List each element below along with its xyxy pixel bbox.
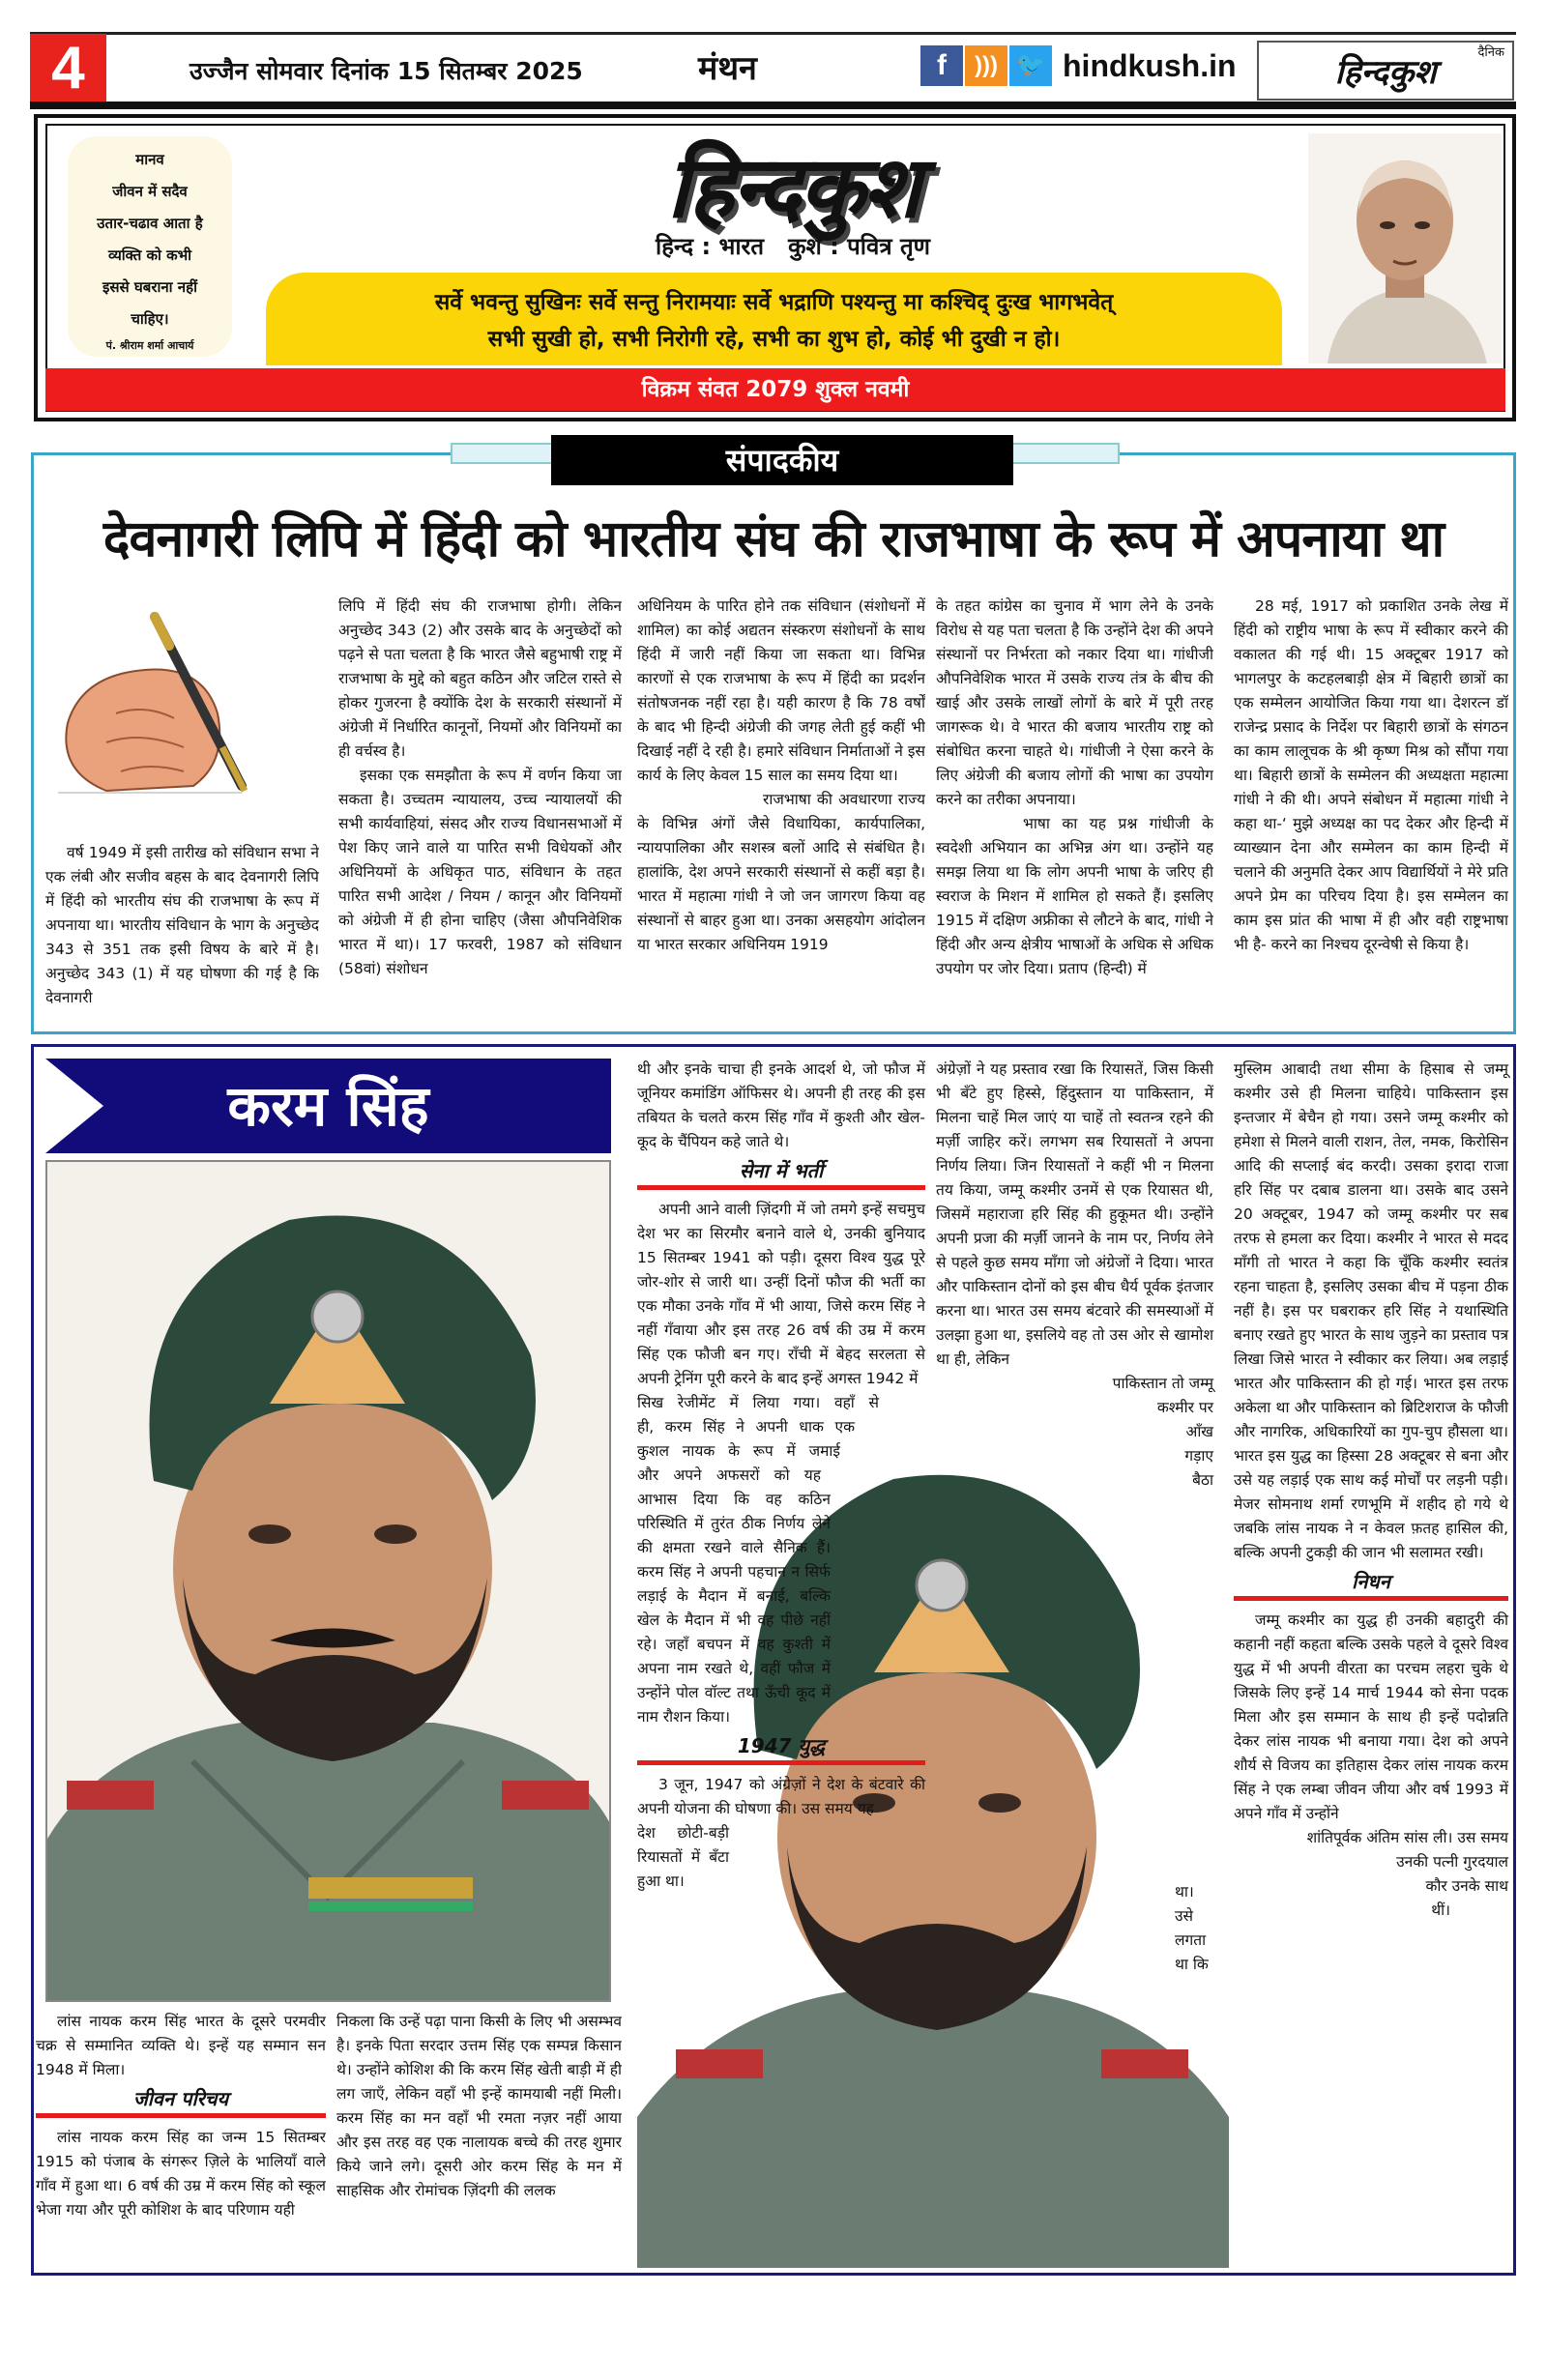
editorial-column-3 — [637, 595, 925, 1025]
dateline: उज्जैन सोमवार दिनांक 15 सितम्बर 2025 — [190, 57, 583, 85]
wrapped-line: कौर उनके साथ — [1425, 1877, 1508, 1895]
header-logo — [1257, 41, 1514, 101]
editorial-column-4 — [936, 595, 1213, 1025]
quote-line: इससे घबराना नहीं — [102, 278, 197, 296]
editorial-headline: देवनागरी लिपि में हिंदी को भारतीय संघ की राजभाषा के रूप में अपनाया था — [102, 510, 1445, 568]
website-link[interactable]: hindkush.in — [1063, 48, 1237, 83]
wrapped-line: और अपने अफसरों को यह — [637, 1466, 821, 1484]
paragraph: थी और इनके चाचा ही इनके आदर्श थे, जो फौज में जूनियर कमांडिंग ऑफिसर थे। अपनी ही तरह की इस तबियत के चलते करम सिंह गाँव में कुश्ती और खेल-कूद के चैंपियन कहे जाते थे। — [637, 1060, 925, 1150]
paragraph: वर्ष 1949 में इसी तारीख को संविधान सभा ने एक लंबी और सजीव बहस के बाद देवनागरी लिपि में हिंदी को भारतीय संघ की राजभाषा के रूप में अपनाया था। भारतीय संविधान के भाग के अनुच्छेद 343 से 351 तक इसी विषय के बारे में है। अनुच्छेद 343 (1) में यह घोषणा की गई है कि देवनागरी — [45, 844, 319, 1006]
feature-column-5 — [1234, 1058, 1508, 2266]
paragraph: अपनी आने वाली ज़िंदगी में जो तमगे इन्हें सचमुच देश भर का सिरमौर बनाने वाले थे, उनकी बुनियाद 15 सितम्बर 1941 को पड़ी। दूसरा विश्व युद्ध पूरे जोर-शोर से जारी था। उन्हीं दिनों फौज की भर्ती का एक मौका उनके गाँव में भी आया, जिसे करम सिंह ने नहीं गँवाया और इस तरह 26 वर्ष की उम्र में करम सिंह एक फौजी बन गए। राँची में बेहद सरलता से अपनी ट्रेनिंग पूरी करने के बाद इन्हें अगस्त 1942 में — [637, 1201, 925, 1387]
subheading-1947-war: 1947 युद्ध — [637, 1731, 925, 1765]
paragraph: आभास दिया कि वह कठिन परिस्थिति में तुरंत ठीक निर्णय लेने की क्षमता रखने वाले सैनिक हैं। करम सिंह ने अपनी पहचान न सिर्फ लड़ाई के मैदान में बनाई, बल्कि खेल के मैदान में भी वह पीछे नहीं रहे। जहाँ बचपन में वह कुश्ती में अपना नाम रखते थे, वहीं फौज में उन्होंने पोल वॉल्ट तथा ऊँची कूद में नाम रौशन किया। — [637, 1491, 831, 1726]
feature-column-4 — [936, 1058, 1213, 2266]
paragraph: राजभाषा की अवधारणा राज्य के विभिन्न अंगों जैसे विधायिका, कार्यपालिका, न्यायपालिका और सशस्त्र बलों आदि से संबंधित है। हालांकि, देश अपने सरकारी संस्थानों से कहीं बड़ा है। भारत में महात्मा गांधी ने जो जन जागरण किया वह संस्थानों से बाहर हुआ था। उनका असहयोग आंदोलन या भारत सरकार अधिनियम 1919 — [637, 791, 925, 953]
quote-author: पं. श्रीराम शर्मा आचार्य — [105, 339, 194, 352]
feature-title-banner — [45, 1059, 611, 1153]
editorial-column-5 — [1234, 595, 1508, 1025]
logo-daily-label: दैनिक — [1477, 45, 1504, 60]
wrapped-line: उनकी पत्नी गुरदयाल — [1396, 1853, 1508, 1871]
wrapped-line: ही, करम सिंह ने अपनी धाक एक — [637, 1418, 855, 1436]
paragraph: भाषा का यह प्रश्न गांधीजी के स्वदेशी अभियान का अभिन्न अंग था। उन्होंने यह समझ लिया था कि लोग अपनी भाषा के जरिए ही स्वराज के मिशन में शामिल हो सकते हैं। इसलिए 1915 में दक्षिण अफ्रीका से लौटने के बाद, गांधी ने हिंदी और अन्य क्षेत्रीय भाषाओं के अधिक से अधिक उपयोग पर जोर दिया। प्रताप (हिन्दी) में — [936, 815, 1213, 977]
mantra-box — [266, 273, 1282, 365]
paragraph: 28 मई, 1917 को प्रकाशित उनके लेख में हिंदी को राष्ट्रीय भाषा के रूप में स्वीकार करने की वकालत की गई थी। 15 अक्टूबर 1917 को भागलपुर के कटहलबाड़ी क्षेत्र में बिहारी छात्रों का एक सम्मेलन आयोजित किया गया था। देशरत्न डॉ राजेन्द्र प्रसाद के निर्देश पर बिहारी छात्रों के संगठन का काम लालूचक के श्री कृष्ण मिश्र को सौंपा गया था। बिहारी छात्रों के सम्मेलन की अध्यक्षता महात्मा गांधी ने की थी। अपने संबोधन में महात्मा गांधी ने कहा था-‘ मुझे अध्यक्ष का पद देकर और हिन्दी में व्याख्यान देना और सम्मेलन का काम हिन्दी में चलाने की अनुमति देकर आप विद्यार्थियों ने मेरे प्रति अपने प्रेम का परिचय दिया है। इस सम्मेलन का काम इस प्रांत की भाषा में ही और वही राष्ट्रभाषा भी है- करने का निश्चय दूरन्वेषी से किया है। — [1234, 597, 1508, 953]
wrapped-line: था कि — [1175, 1956, 1209, 1973]
label-decor-left — [451, 443, 553, 464]
hand-with-pen-illustration — [48, 607, 274, 797]
quote-line: चाहिए। — [131, 310, 169, 328]
editorial-column-1 — [45, 841, 319, 1025]
paragraph: के तहत कांग्रेस का चुनाव में भाग लेने के उनके विरोध से यह पता चलता है कि उन्होंने देश की अपने संस्थानों पर निर्भरता को नकार दिया था। गांधीजी औपनिवेशिक भारत में उसके राज्य तंत्र के बीच की खाई और उसके लाखों लोगों के बारे में पूरी तरह जागरूक थे। वे भारत की बजाय भारतीय राष्ट्र को संबोधित करना चाहते थे। गांधीजी ने ऐसा करने के लिए अंग्रेजी की बजाय लोगों की भाषा का उपयोग करने का तरीका अपनाया। — [936, 597, 1213, 808]
page-number: 4 — [30, 34, 106, 103]
wrapped-line: थीं। — [1431, 1901, 1450, 1919]
wrapped-line: गड़ाए — [1184, 1447, 1213, 1465]
editorial-column-2 — [338, 595, 622, 1025]
quote-line: उतार-चढाव आता है — [97, 215, 203, 232]
wrapped-line: शांतिपूर्वक अंतिम सांस ली। उस समय — [1306, 1829, 1508, 1846]
karam-singh-portrait — [45, 1160, 611, 2002]
subheading-death: निधन — [1234, 1567, 1508, 1601]
paragraph: देश छोटी-बड़ी रियासतों में बँटा हुआ था। — [637, 1824, 729, 1890]
paragraph: अंग्रेज़ों ने यह प्रस्ताव रखा कि रियासतें, जिस किसी भी बँटे हुए हिस्से, हिंदुस्तान या पाकिस्तान, में मिलना चाहें मिल जाएं या चाहें तो स्वतन्त्र रहने की मर्ज़ी जाहिर करें। लगभग सब रियासतों ने अपना निर्णय लिया। जिन रियासतों ने कहीं भी न मिलना तय किया, जम्मू कश्मीर उनमें से एक रियासत थी, जिसमें महाराजा हरि सिंह की हुकूमत थी। उन्होंने अपनी प्रजा की मर्ज़ी जानने के नाम पर, निर्णय लेने से पहले कुछ समय माँगा जो अंग्रेजों ने दिया। भारत और पाकिस्तान दोनों को इस बीच धैर्य पूर्वक इंतजार करना था। भारत उस समय बंटवारे की समस्याओं में उलझा हुआ था, इसलिये वह तो उस ओर से खामोश था ही, लेकिन — [936, 1060, 1213, 1368]
wrapped-line: कश्मीर पर — [1156, 1399, 1213, 1416]
mantra-sanskrit: सर्वे भवन्तु सुखिनः सर्वे सन्तु निरामयाः सर्वे भद्राणि पश्यन्तु मा कश्चिद् दुःख भागभवेत् — [434, 290, 1114, 315]
paragraph: निकला कि उन्हें पढ़ा पाना किसी के लिए भी असम्भव है। इनके पिता सरदार उत्तम सिंह एक सम्पन्न किसान थे। उन्होंने कोशिश की कि करम सिंह खेती बाड़ी में ही लग जाएँ, लेकिन वहाँ भी इन्हें कामयाबी नहीं मिली। करम सिंह का मन वहाँ भी रमता नज़र नहीं आया और इस तरह वह एक नालायक बच्चे की तरह शुमार किये जाने लगे। दूसरी ओर करम सिंह के मन में साहसिक और रोमांचक ज़िंदगी की ललक — [336, 2013, 622, 2199]
feature-column-b — [336, 2010, 622, 2266]
quote-line: मानव — [135, 151, 164, 168]
feature-column-4-tail — [1175, 1880, 1218, 1987]
quote-line: जीवन में सदैव — [112, 183, 188, 200]
subheading-life: जीवन परिचय — [36, 2084, 326, 2118]
feature-column-a — [36, 2010, 326, 2266]
paragraph: लांस नायक करम सिंह का जन्म 15 सितम्बर 1915 को पंजाब के संगरूर ज़िले के भालियाँ वाले गाँव में हुआ था। 6 वर्ष की उम्र में करम सिंह को स्कूल भेजा गया और पूरी कोशिश के बाद परिणाम यही — [36, 2129, 326, 2219]
quote-line: व्यक्ति को कभी — [107, 247, 192, 264]
wrapped-line: पाकिस्तान तो जम्मू — [1112, 1375, 1213, 1392]
facebook-icon[interactable]: f — [920, 45, 963, 86]
wrapped-line: लगता — [1175, 1931, 1207, 1949]
paragraph: मुस्लिम आबादी तथा सीमा के हिसाब से जम्मू कश्मीर उसे ही मिलना चाहिये। पाकिस्तान इस इन्तजार में बेचैन हो गया। उसने जम्मू कश्मीर को हमेशा से मिलने वाली राशन, तेल, नमक, किरोसिन आदि की सप्लाई बंद करदी। उसका इरादा राजा हरि सिंह पर दबाब डालना था। उसके बाद उसने 20 अक्टूबर, 1947 को जम्मू कश्मीर पर सब तरफ से हमला कर दिया। कश्मीर ने भारत से मदद माँगी तो भारत ने कहा कि चूँकि कश्मीर स्वतंत्र रहना चाहता है, इसलिए उसका बीच में पड़ना ठीक नहीं है। इस पर घबराकर हरि सिंह ने यथास्थिति बनाए रखते हुए भारत के साथ जुड़ने का प्रस्ताव पत्र लिखा जिसे भारत ने स्वीकार कर लिया। अब लड़ाई भारत और पाकिस्तान की हो गई। भारत इस तरफ अकेला था और पाकिस्तान को ब्रिटिशराज के फौजी और नागरिक, अधिकारियों का गुप-चुप हौसला था। भारत इस युद्ध का हिस्सा 28 अक्टूबर से बना और उसे यह लड़ाई एक साथ कई मोर्चों पर लड़नी पड़ी। मेजर सोमनाथ शर्मा रणभूमि में शहीद हो गये थे जबकि लांस नायक ने न केवल फ़तह हासिल की, बल्कि अपनी टुकड़ी की जान भी सलामत रखी। — [1234, 1060, 1508, 1561]
mantra-hindi: सभी सुखी हो, सभी निरोगी रहे, सभी का शुभ हो, कोई भी दुखी न हो। — [487, 327, 1061, 352]
paragraph: लांस नायक करम सिंह भारत के दूसरे परमवीर चक्र से सम्मानित व्यक्ति थे। इन्हें यह सम्मान सन 1948 में मिला। — [36, 2013, 326, 2078]
wrapped-line: कुशल नायक के रूप में जमाई — [637, 1442, 840, 1460]
wrapped-line: था। — [1175, 1883, 1194, 1901]
wrapped-line: आँख — [1185, 1423, 1213, 1440]
founder-portrait — [1308, 133, 1502, 363]
feature-column-3 — [637, 1058, 925, 2266]
masthead-logo: हिन्दकुश — [666, 137, 919, 237]
masthead-tagline: हिन्द : भारत कुश : पवित्र तृण — [656, 233, 930, 260]
twitter-icon[interactable]: 🐦 — [1009, 45, 1052, 86]
paragraph: जम्मू कश्मीर का युद्ध ही उनकी बहादुरी की कहानी नहीं कहता बल्कि उसके पहले वे दूसरे विश्व युद्ध में भी अपनी वीरता का परचम लहरा चुके थे जिसके लिए इन्हें 14 मार्च 1944 को सेना पदक मिला और इस सम्मान के साथ ही इन्हें पदोन्नति देकर लांस नायक भी बनाया गया। देश को अपने शौर्य से विजय का इतिहास देकर लांस नायक करम सिंह ने एक लम्बा जीवन जीया और वर्ष 1993 में अपने गाँव में उन्होंने — [1234, 1611, 1508, 1822]
subheading-army: सेना में भर्ती — [637, 1156, 925, 1190]
paragraph: 3 जून, 1947 को अंग्रेज़ों ने देश के बंटवारे की अपनी योजना की घोषणा की। उस समय यह — [637, 1776, 925, 1817]
editorial-label: संपादकीय — [551, 435, 1013, 485]
paragraph: लिपि में हिंदी संघ की राजभाषा होगी। लेकिन अनुच्छेद 343 (2) और उसके बाद के अनुच्छेदों को पढ़ने से पता चलता है कि भारत जैसे बहुभाषी राष्ट्र में राजभाषा के मुद्दे को बहुत कठिन और जटिल रास्ते से होकर गुजरना है क्योंकि देश के सरकारी संस्थानों में अंग्रेजी में निर्धारित कानूनों, नियमों और विनियमों का ही वर्चस्व है। — [338, 597, 622, 760]
header-bottom-rule — [30, 102, 1516, 109]
quote-box — [68, 136, 232, 357]
label-decor-right — [1011, 443, 1120, 464]
samvat-band: विक्रम संवत 2079 शुक्ल नवमी — [45, 368, 1505, 411]
feature-title: करम सिंह — [227, 1073, 429, 1139]
section-name: मंथन — [698, 49, 757, 88]
wrapped-line: बैठा — [1192, 1471, 1213, 1489]
logo-text: हिन्दकुश — [1334, 53, 1437, 92]
header-top-rule — [30, 32, 1516, 35]
paragraph: अधिनियम के पारित होने तक संविधान (संशोधनों में शामिल) का कोई अद्यतन संस्करण संशोधनों के साथ हिंदी में जारी नहीं किया जा सकता था। विभिन्न कारणों से एक राजभाषा के रूप में हिंदी का प्रदर्शन संतोषजनक नहीं रहा है। यही कारण है कि 78 वर्षों के बाद भी हिन्दी अंग्रेजी की जगह लेती हुई कहीं भी दिखाई नहीं दे रही है। हमारे संविधान निर्माताओं ने इस कार्य के लिए केवल 15 साल का समय दिया था। — [637, 597, 925, 784]
rss-icon[interactable]: ))) — [965, 45, 1007, 86]
paragraph: इसका एक समझौता के रूप में वर्णन किया जा सकता है। उच्चतम न्यायालय, उच्च न्यायालयों की सभी कार्यवाहियां, संसद और राज्य विधानसभाओं में पेश किए जाने वाले या पारित सभी विधेयकों और अधिनियमों के अधिकृत पाठ, संविधान के तहत पारित सभी आदेश / नियम / कानून और विनियमों को अंग्रेजी में ही होना चाहिए (जैसा औपनिवेशिक भारत में था)। 17 फरवरी, 1987 को संविधान (58वां) संशोधन — [338, 767, 622, 977]
wrapped-line: उसे — [1175, 1907, 1193, 1925]
wrapped-line: सिख रेजीमेंट में लिया गया। वहाँ से — [637, 1394, 879, 1411]
